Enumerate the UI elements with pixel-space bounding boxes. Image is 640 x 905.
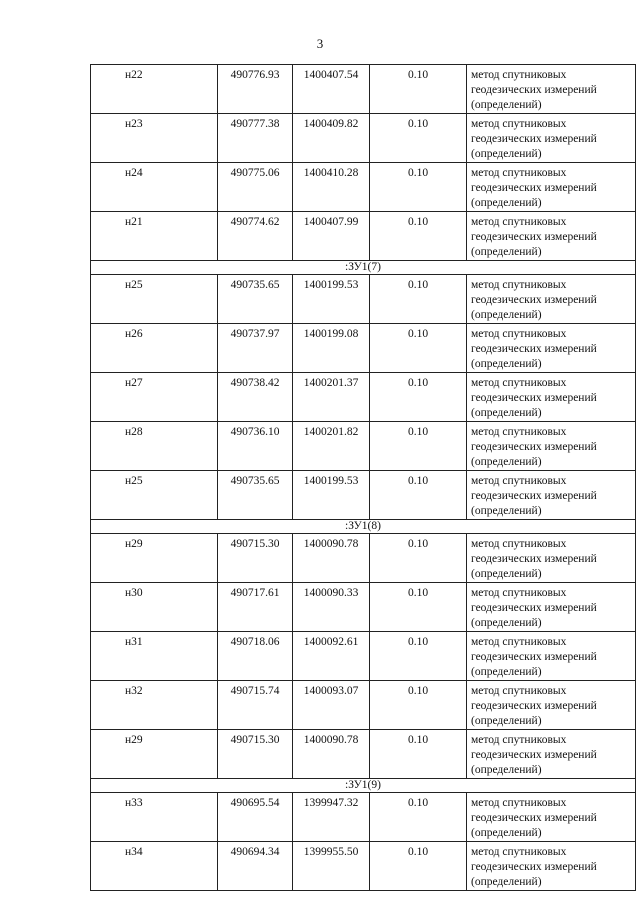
table-row: [91, 471, 636, 520]
y-coordinate-cell: 1400410.28: [293, 163, 370, 212]
y-coordinate-cell: 1400407.99: [293, 212, 370, 261]
table-row: [91, 793, 636, 842]
accuracy-cell: 0.10: [370, 114, 467, 163]
accuracy-cell: 0.10: [370, 583, 467, 632]
accuracy-cell: 0.10: [370, 681, 467, 730]
x-coordinate-cell: 490715.30: [218, 730, 293, 779]
accuracy-cell: 0.10: [370, 373, 467, 422]
point-name-cell: н33: [91, 793, 218, 842]
section-title: :ЗУ1(8): [91, 520, 636, 534]
point-name-cell: н28: [91, 422, 218, 471]
point-name-cell: н32: [91, 681, 218, 730]
coordinates-table-body: [91, 65, 636, 891]
y-coordinate-cell: 1400199.53: [293, 471, 370, 520]
page-number: 3: [316, 36, 324, 51]
y-coordinate-cell: 1400407.54: [293, 65, 370, 114]
section-header-row: [91, 520, 636, 534]
point-name-cell: н30: [91, 583, 218, 632]
y-coordinate-cell: 1400199.53: [293, 275, 370, 324]
method-cell: метод спутниковых геодезических измерений (определений): [467, 730, 636, 779]
x-coordinate-cell: 490737.97: [218, 324, 293, 373]
y-coordinate-cell: 1400409.82: [293, 114, 370, 163]
y-coordinate-cell: 1400092.61: [293, 632, 370, 681]
method-cell: метод спутниковых геодезических измерений (определений): [467, 422, 636, 471]
method-cell: метод спутниковых геодезических измерений (определений): [467, 632, 636, 681]
accuracy-cell: 0.10: [370, 632, 467, 681]
point-name-cell: н23: [91, 114, 218, 163]
x-coordinate-cell: 490774.62: [218, 212, 293, 261]
x-coordinate-cell: 490695.54: [218, 793, 293, 842]
y-coordinate-cell: 1400093.07: [293, 681, 370, 730]
method-cell: метод спутниковых геодезических измерений (определений): [467, 212, 636, 261]
method-cell: метод спутниковых геодезических измерений (определений): [467, 681, 636, 730]
accuracy-cell: 0.10: [370, 534, 467, 583]
x-coordinate-cell: 490717.61: [218, 583, 293, 632]
section-title: :ЗУ1(9): [91, 779, 636, 793]
table-row: [91, 324, 636, 373]
accuracy-cell: 0.10: [370, 65, 467, 114]
table-row: [91, 842, 636, 891]
table-row: [91, 583, 636, 632]
point-name-cell: н24: [91, 163, 218, 212]
point-name-cell: н34: [91, 842, 218, 891]
method-cell: метод спутниковых геодезических измерений (определений): [467, 324, 636, 373]
point-name-cell: н26: [91, 324, 218, 373]
method-cell: метод спутниковых геодезических измерений (определений): [467, 65, 636, 114]
method-cell: метод спутниковых геодезических измерений (определений): [467, 114, 636, 163]
point-name-cell: н27: [91, 373, 218, 422]
accuracy-cell: 0.10: [370, 212, 467, 261]
section-header-row: [91, 261, 636, 275]
accuracy-cell: 0.10: [370, 842, 467, 891]
table-row: [91, 534, 636, 583]
coordinates-table: [90, 64, 636, 891]
method-cell: метод спутниковых геодезических измерений (определений): [467, 163, 636, 212]
accuracy-cell: 0.10: [370, 793, 467, 842]
method-cell: метод спутниковых геодезических измерений (определений): [467, 471, 636, 520]
table-row: [91, 681, 636, 730]
point-name-cell: н29: [91, 730, 218, 779]
y-coordinate-cell: 1400201.37: [293, 373, 370, 422]
y-coordinate-cell: 1400201.82: [293, 422, 370, 471]
table-row: [91, 373, 636, 422]
x-coordinate-cell: 490718.06: [218, 632, 293, 681]
accuracy-cell: 0.10: [370, 275, 467, 324]
y-coordinate-cell: 1400090.33: [293, 583, 370, 632]
x-coordinate-cell: 490694.34: [218, 842, 293, 891]
table-row: [91, 275, 636, 324]
table-row: [91, 163, 636, 212]
x-coordinate-cell: 490735.65: [218, 275, 293, 324]
table-row: [91, 65, 636, 114]
method-cell: метод спутниковых геодезических измерений (определений): [467, 842, 636, 891]
method-cell: метод спутниковых геодезических измерений (определений): [467, 534, 636, 583]
y-coordinate-cell: 1399947.32: [293, 793, 370, 842]
point-name-cell: н21: [91, 212, 218, 261]
y-coordinate-cell: 1399955.50: [293, 842, 370, 891]
accuracy-cell: 0.10: [370, 730, 467, 779]
table-row: [91, 212, 636, 261]
section-header-row: [91, 779, 636, 793]
table-row: [91, 114, 636, 163]
method-cell: метод спутниковых геодезических измерений (определений): [467, 793, 636, 842]
method-cell: метод спутниковых геодезических измерений (определений): [467, 275, 636, 324]
x-coordinate-cell: 490776.93: [218, 65, 293, 114]
section-title: :ЗУ1(7): [91, 261, 636, 275]
accuracy-cell: 0.10: [370, 422, 467, 471]
table-row: [91, 422, 636, 471]
point-name-cell: н29: [91, 534, 218, 583]
x-coordinate-cell: 490738.42: [218, 373, 293, 422]
x-coordinate-cell: 490777.38: [218, 114, 293, 163]
method-cell: метод спутниковых геодезических измерений (определений): [467, 373, 636, 422]
method-cell: метод спутниковых геодезических измерений (определений): [467, 583, 636, 632]
point-name-cell: н25: [91, 471, 218, 520]
point-name-cell: н22: [91, 65, 218, 114]
x-coordinate-cell: 490715.30: [218, 534, 293, 583]
y-coordinate-cell: 1400090.78: [293, 534, 370, 583]
x-coordinate-cell: 490736.10: [218, 422, 293, 471]
point-name-cell: н31: [91, 632, 218, 681]
x-coordinate-cell: 490775.06: [218, 163, 293, 212]
y-coordinate-cell: 1400090.78: [293, 730, 370, 779]
point-name-cell: н25: [91, 275, 218, 324]
y-coordinate-cell: 1400199.08: [293, 324, 370, 373]
table-row: [91, 632, 636, 681]
table-row: [91, 730, 636, 779]
x-coordinate-cell: 490715.74: [218, 681, 293, 730]
x-coordinate-cell: 490735.65: [218, 471, 293, 520]
accuracy-cell: 0.10: [370, 324, 467, 373]
accuracy-cell: 0.10: [370, 471, 467, 520]
accuracy-cell: 0.10: [370, 163, 467, 212]
